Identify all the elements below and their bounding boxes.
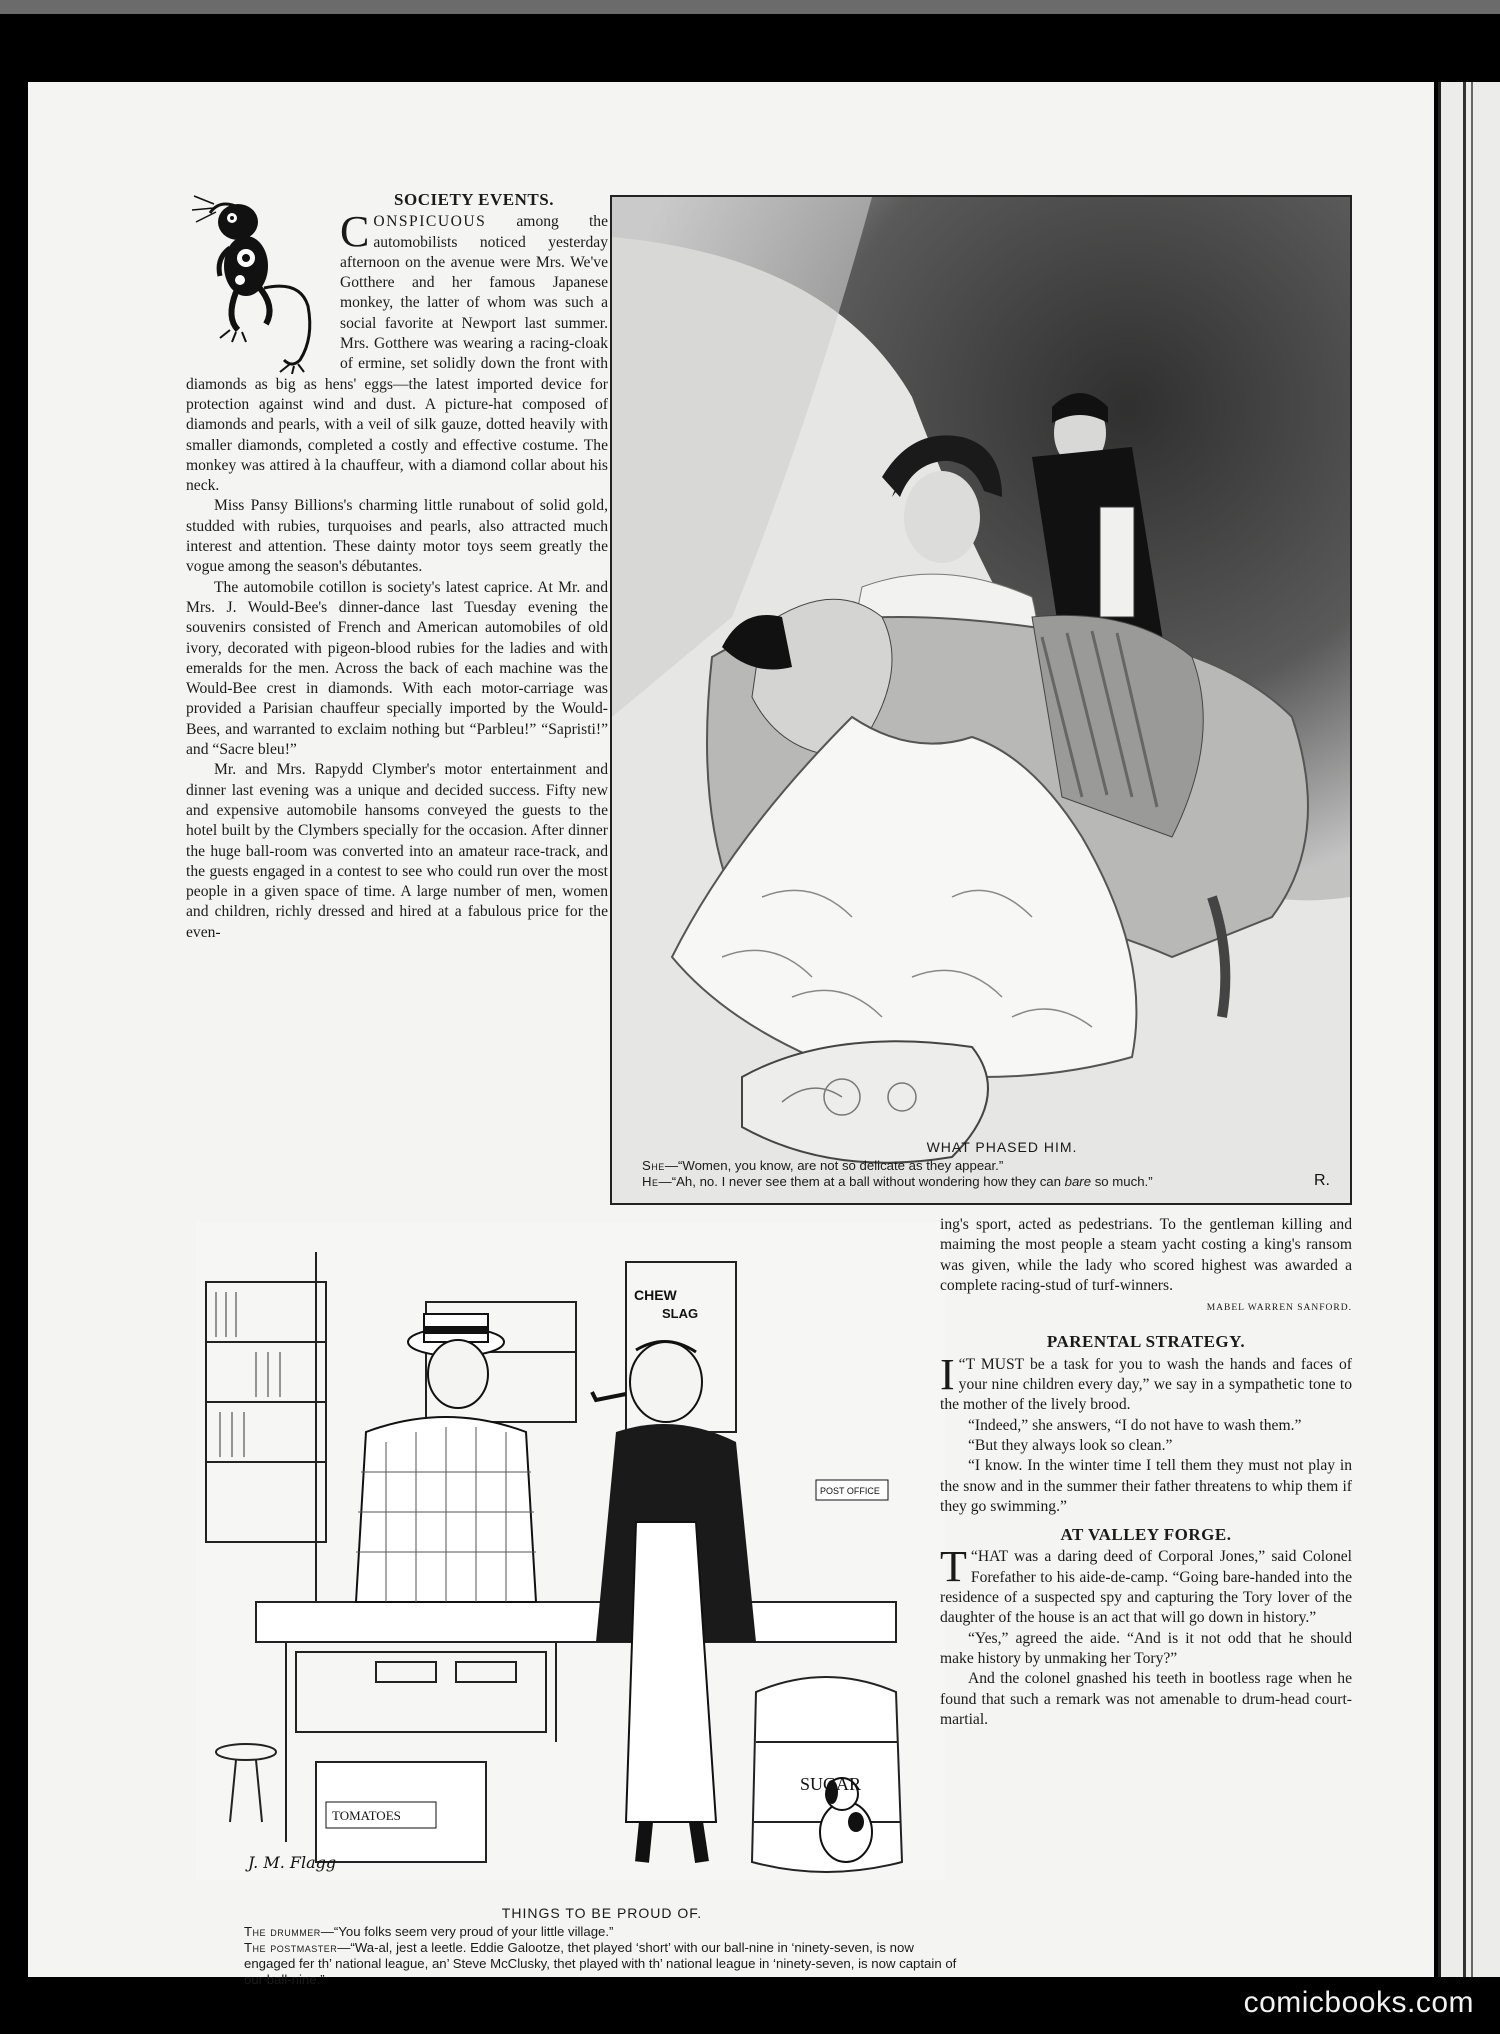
parental-paragraph-4: “I know. In the winter time I tell them they must not play in the snow and in the summer their father threatens to whip them if they go swimming.” [940,1457,1352,1515]
valley-paragraph-2: “Yes,” agreed the aide. “And is it not odd that he should make history by unmaking her Tory?” [940,1629,1352,1667]
parental-drop-cap: I [940,1349,955,1399]
society-lead-word: ONSPICUOUS [373,213,487,231]
parental-paragraph-1: “ I T MUST be a task for you to wash the hands and faces of your nine children every day,” we say in a sympathetic tone to the mother of the lively brood. [940,1349,1352,1414]
valley-drop-cap: T [940,1542,967,1592]
facing-page-edge [1438,82,1500,1977]
monkey-icon [180,188,330,374]
valley-forge-title: AT VALLEY FORGE. [1060,1525,1232,1545]
valley-paragraph-1: “ T HAT was a daring deed of Corporal Jones,” said Colonel Forefather to his aide-de-camp. “Going bare-handed into the residence of a suspected spy and capturing the Tory lover of the daughter of the house is an act that will go down in history.” [940,1542,1352,1627]
she-line: —“Women, you know, are not so delicate as they appear.” [664,1158,1004,1173]
valley-paragraph-1-text: HAT was a daring deed of Corporal Jones,” said Colonel Forefather to his aide-de-camp. “Going bare-handed into the residence of a suspected spy and capturing the Tory lover of the daughter of the house is an act that will go down in history.” [940,1548,1352,1627]
drummer-line: —“You folks seem very proud of your little village.” [320,1924,614,1939]
scan-top-edge [0,0,1500,14]
society-events-column [186,190,608,943]
parental-strategy-title: PARENTAL STRATEGY. [1046,1332,1246,1352]
caption-line-he [642,1174,1362,1190]
parental-paragraph-3: “But they always look so clean.” [968,1436,1173,1454]
what-phased-him-title: WHAT PHASED HIM. [926,1139,1078,1155]
valley-paragraph-3: And the colonel gnashed his teeth in bootless rage when he found that such a remark was not amenable to drum-head court-martial. [940,1670,1352,1728]
right-lower-column [940,1215,1352,1730]
barrel-label: SUGAR [800,1774,862,1794]
speaker-she: She [642,1158,665,1173]
sofa-scene-drawing [612,197,1350,1203]
speaker-drummer: The drummer [244,1924,321,1939]
society-paragraph-3: The automobile cotillon is society's latest caprice. At Mr. and Mrs. J. Would-Bee's dinner-dance last Tuesday evening the souvenirs consisted of French and American automobiles of old ivory, decorated with pigeon-blood rubies for the ladies and with emeralds for the men. Across the back of each machine was the Would-Bee crest in diamonds. With each motor-carriage was provided a Parisian chauffeur specially imported by the Would-Bees, and warranted to exclaim nothing but “Parbleu!” “Sapristi!” and “Sacre bleu!” [186,578,608,759]
speaker-postmaster: The postmaster [244,1940,338,1955]
things-to-be-proud-of-caption [244,1905,960,1988]
caption-line-postmaster [244,1940,960,1988]
caption-line-drummer [244,1924,960,1940]
speaker-he: He [642,1174,659,1189]
sign-slag: SLAG [662,1306,699,1321]
society-drop-cap: C [340,207,370,257]
society-paragraph-2: Miss Pansy Billions's charming little runabout of solid gold, studded with rubies, turquoises and pearls, also attracted much interest and attention. These dainty motor toys seem greatly the vogue among the season's débutantes. [186,497,608,576]
society-events-title: SOCIETY EVENTS. [394,190,554,209]
parental-paragraph-2: “Indeed,” she answers, “I do not have to wash them.” [968,1416,1302,1434]
sign-post-office: POST OFFICE [820,1486,880,1496]
what-phased-him-caption [642,1139,1362,1190]
spine-line [1463,82,1466,1977]
what-phased-him-illustration [610,195,1352,1205]
things-to-be-proud-of-title: THINGS TO BE PROUD OF. [501,1905,703,1921]
postmaster-line: —“Wa-al, jest a leetle. Eddie Galootze, thet played ‘short’ with our ball-nine in ‘ninety-seven, is now engaged fer th’ national league, an’ Steve McClusky, thet played with th’ national league in ‘ninety-seven, is now captain of our ball-nine.” [244,1940,957,1987]
country-store-drawing [196,1222,946,1880]
crate-label: TOMATOES [332,1808,401,1823]
society-byline: MABEL WARREN SANFORD. [1206,1303,1352,1314]
society-paragraph-1-text: among the automobilists noticed yesterday afternoon on the avenue were Mrs. We've Gotthere and her famous Japanese monkey, the latter of whom was such a social favorite at Newport last summer. Mrs. Gotthere was wearing a racing-cloak of ermine, set solidly down the front with diamonds as big as hens' eggs—the latest imported device for protection against wind and dust. A picture-hat composed of diamonds and pearls, with a veil of silk gauze, dotted heavily with smaller diamonds, completed a costly and effective costume. The monkey was attired à la chauffeur, with a diamond collar about his neck. [186,213,608,495]
he-line-end: so much.” [1091,1174,1153,1189]
fold-line [1471,82,1473,1977]
parental-paragraph-1-text: T MUST be a task for you to wash the hands and faces of your nine children every day,” we say in a sympathetic tone to the mother of the lively brood. [940,1355,1352,1414]
caption-line-she [642,1158,1362,1174]
society-paragraph-4: Mr. and Mrs. Rapydd Clymber's motor entertainment and dinner last evening was a unique and decided success. Fifty new and expensive automobile hansoms conveyed the guests to the hotel built by the Clymbers specially for the occasion. After dinner the huge ball-room was converted into an amateur race-track, and the guests engaged in a contest to see who could run over the most people in a given space of time. A large number of men, women and children, richly dressed and hired at a fabulous price for the even- [186,761,608,941]
things-to-be-proud-of-illustration [196,1222,946,1880]
magazine-page [28,82,1434,1987]
sign-chew: CHEW [634,1287,677,1303]
watermark: comicbooks.com [1243,1986,1474,2019]
top-illustration-signature: R. [1314,1172,1330,1189]
he-line-italic: bare [1064,1174,1092,1189]
society-paragraph-5: ing's sport, acted as pedestrians. To the gentleman killing and maiming the most people a steam yacht costing a king's ransom was given, while the lady who scored highest was awarded a complete racing-stud of turf-winners. [940,1216,1352,1294]
he-line-start: —“Ah, no. I never see them at a ball without wondering how they can [658,1174,1065,1189]
artist-signature: J. M. Flagg [248,1853,337,1872]
